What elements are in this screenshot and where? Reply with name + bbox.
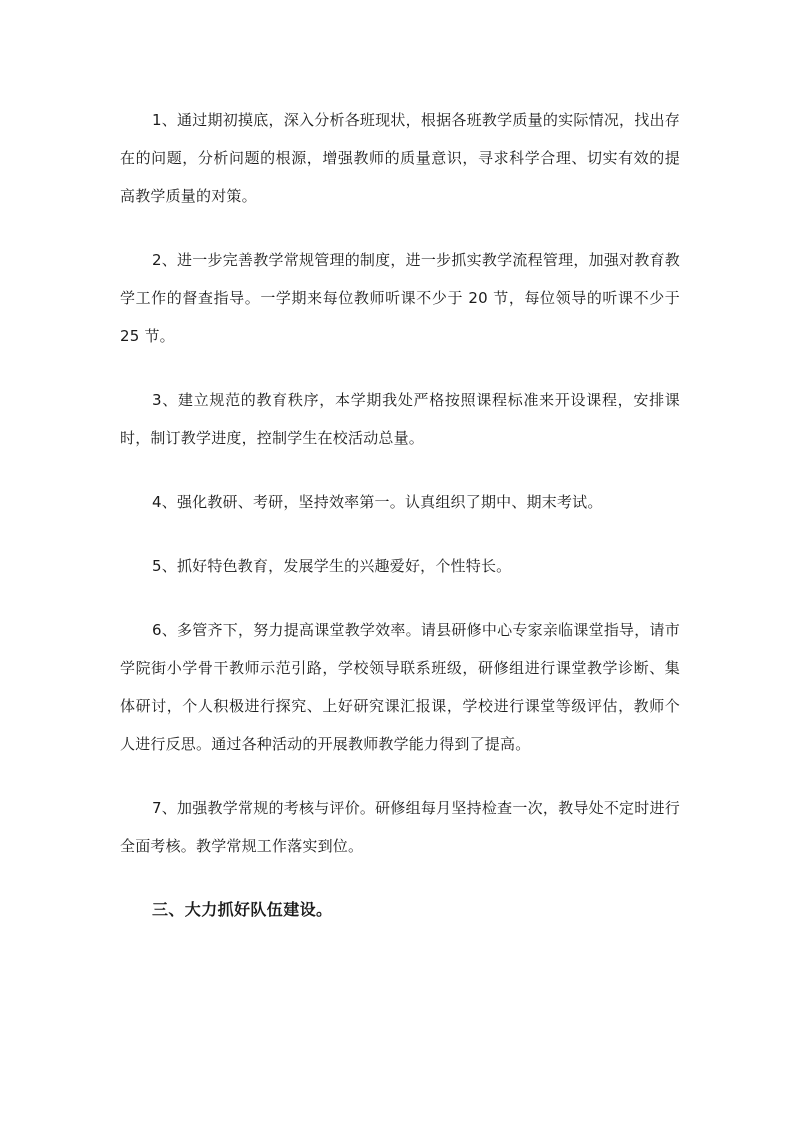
- paragraph-7: 7、加强教学常规的考核与评价。研修组每月坚持检查一次，教导处不定时进行全面考核。教学常规工作落实到位。: [120, 799, 680, 855]
- paragraph-4: 4、强化教研、考研，坚持效率第一。认真组织了期中、期末考试。: [152, 493, 603, 511]
- paragraph-1: 1、通过期初摸底，深入分析各班现状，根据各班教学质量的实际情况，找出存在的问题，分析问题的根源，增强教师的质量意识，寻求科学合理、切实有效的提高教学质量的对策。: [120, 111, 680, 205]
- paragraph-6: 6、多管齐下，努力提高课堂教学效率。请县研修中心专家亲临课堂指导，请市学院街小学骨干教师示范引路，学校领导联系班级，研修组进行课堂教学诊断、集体研讨，个人积极进行探究、上好研究课汇报课，学校进行课堂等级评估，教师个人进行反思。通过各种活动的开展教师教学能力得到了提高。: [120, 621, 680, 753]
- paragraph-2: 2、进一步完善教学常规管理的制度，进一步抓实教学流程管理，加强对教育教学工作的督查指导。一学期来每位教师听课不少于 20 节，每位领导的听课不少于 25 节。: [120, 251, 680, 345]
- section-heading: 三、大力抓好队伍建设。: [152, 900, 333, 919]
- paragraph-3: 3、建立规范的教育秩序，本学期我处严格按照课程标准来开设课程，安排课时，制订教学进度，控制学生在校活动总量。: [120, 391, 680, 447]
- document-body: [120, 101, 680, 929]
- paragraph-5: 5、抓好特色教育，发展学生的兴趣爱好，个性特长。: [152, 557, 512, 575]
